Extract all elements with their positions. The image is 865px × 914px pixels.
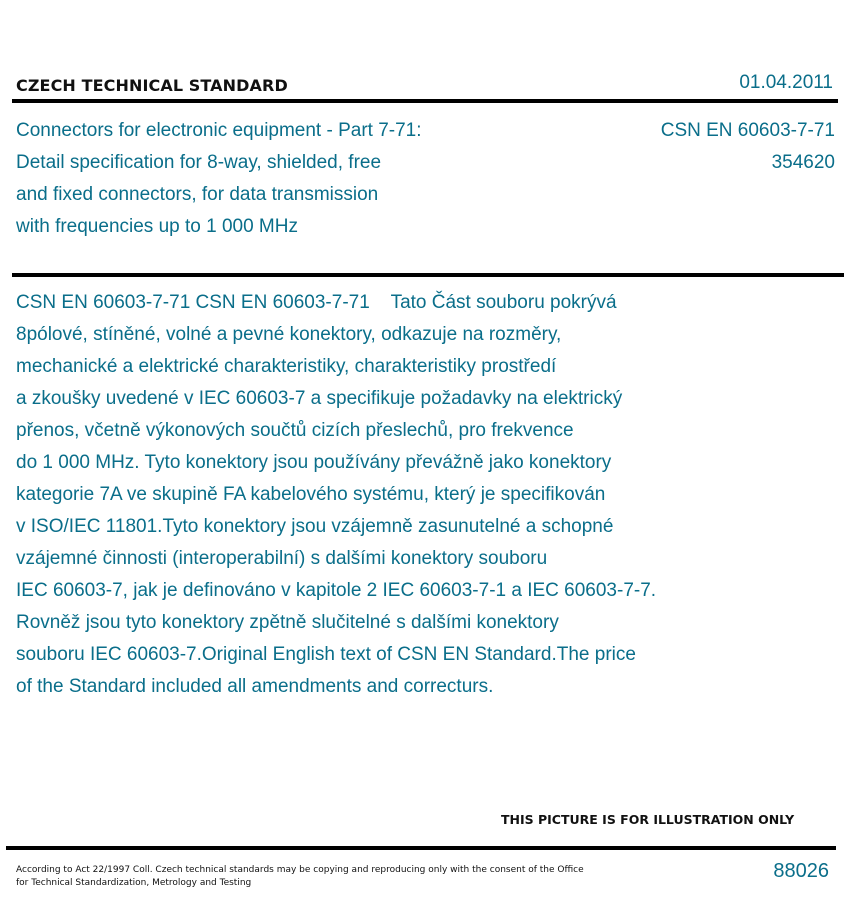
standard-title-line: Detail specification for 8-way, shielded, free <box>16 152 382 173</box>
legal-notice-line: for Technical Standardization, Metrology and Testing <box>16 878 252 888</box>
description-line: v ISO/IEC 11801.Tyto konektory jsou vzájemně zasunutelné a schopné <box>16 516 614 537</box>
illustration-disclaimer: THIS PICTURE IS FOR ILLUSTRATION ONLY <box>501 812 795 827</box>
section-divider <box>12 273 844 277</box>
description-line: do 1 000 MHz. Tyto konektory jsou používány převážně jako konektory <box>16 452 612 473</box>
standard-title-line: with frequencies up to 1 000 MHz <box>16 216 298 237</box>
description-line: vzájemné činnosti (interoperabilní) s dalšími konektory souboru <box>16 548 548 569</box>
description-line: souboru IEC 60603-7.Original English text of CSN EN Standard.The price <box>16 644 636 665</box>
description-line: CSN EN 60603-7-71 CSN EN 60603-7-71 Tato Část souboru pokrývá <box>16 292 617 313</box>
catalog-number: 354620 <box>771 152 835 173</box>
document-type-title: CZECH TECHNICAL STANDARD <box>16 76 288 95</box>
standard-description <box>16 287 816 703</box>
header-divider <box>12 99 838 103</box>
description-line: IEC 60603-7, jak je definováno v kapitole 2 IEC 60603-7-1 a IEC 60603-7-7. <box>16 580 657 601</box>
description-line: of the Standard included all amendments and correcturs. <box>16 676 494 697</box>
description-line: kategorie 7A ve skupině FA kabelového systému, který je specifikován <box>16 484 606 505</box>
description-line: Rovněž jsou tyto konektory zpětně slučitelné s dalšími konektory <box>16 612 559 633</box>
footer-divider <box>6 846 836 850</box>
standard-title <box>16 115 536 243</box>
description-line: 8pólové, stíněné, volné a pevné konektory, odkazuje na rozměry, <box>16 324 562 345</box>
description-line: mechanické a elektrické charakteristiky, charakteristiky prostředí <box>16 356 557 377</box>
standard-title-line: and fixed connectors, for data transmission <box>16 184 379 205</box>
description-line: a zkoušky uvedené v IEC 60603-7 a specifikuje požadavky na elektrický <box>16 388 623 409</box>
document-id: 88026 <box>773 860 829 882</box>
standard-code: CSN EN 60603-7-71 <box>660 120 835 141</box>
standard-title-line: Connectors for electronic equipment - Part 7-71: <box>16 120 422 141</box>
legal-notice-line: According to Act 22/1997 Coll. Czech technical standards may be copying and reproducing only with the consent of the Office <box>16 865 584 875</box>
publication-date: 01.04.2011 <box>739 72 833 93</box>
legal-notice <box>16 864 616 890</box>
description-line: přenos, včetně výkonových součtů cizích přeslechů, pro frekvence <box>16 420 574 441</box>
standard-identifiers <box>661 115 835 179</box>
